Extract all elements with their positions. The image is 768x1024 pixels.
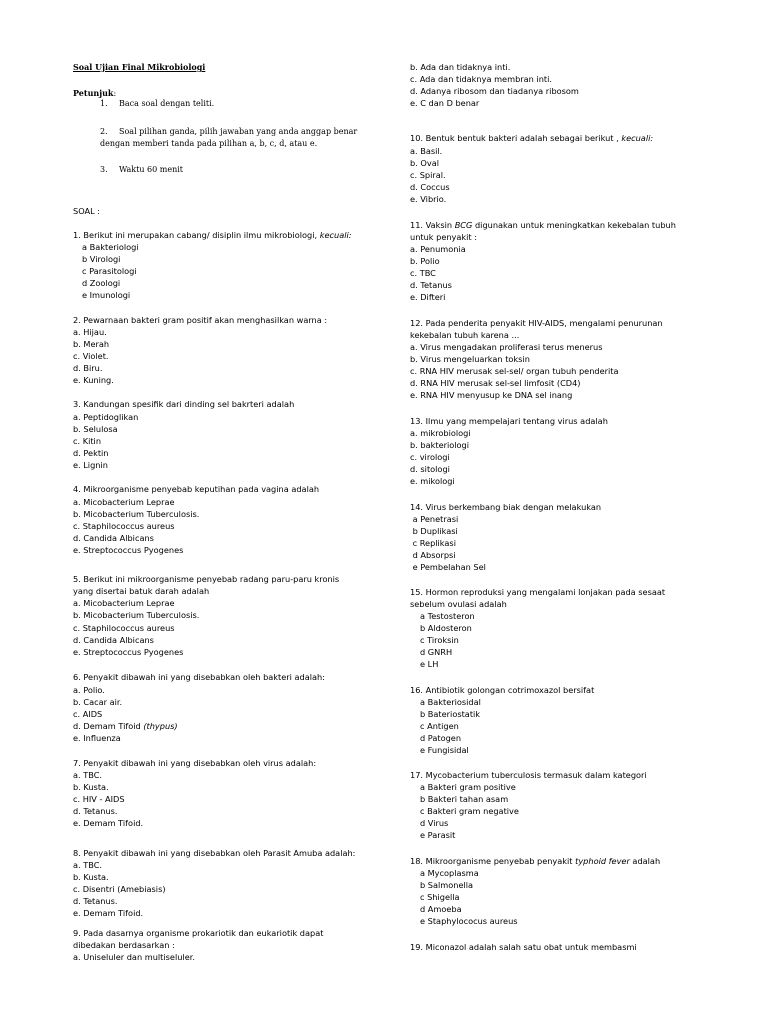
option-item: c Antigen bbox=[420, 721, 459, 731]
option-text: a. Micobacterium Leprae bbox=[73, 497, 175, 507]
question-text: 10. Bentuk bentuk bakteri adalah sebagai berikut , bbox=[410, 133, 622, 143]
option-text: b. Selulosa bbox=[73, 424, 118, 434]
instructions-colon: : bbox=[113, 89, 117, 98]
option-item: a Mycoplasma bbox=[420, 868, 479, 878]
question-9-text-line2: dibedakan berdasarkan : bbox=[73, 940, 175, 950]
option-item bbox=[73, 423, 118, 435]
instruction-1-number: 1. bbox=[100, 99, 108, 108]
question-13-text bbox=[410, 415, 608, 427]
option-text: a. Hijau. bbox=[73, 327, 107, 337]
option-text: b. Merah bbox=[73, 339, 110, 349]
page-title: Soal Ujian Final Mikrobiologi bbox=[73, 62, 206, 72]
option-item bbox=[82, 277, 120, 289]
option-item: d Amoeba bbox=[420, 904, 462, 914]
question-text: 5. Berikut ini mikroorganisme penyebab radang paru-paru kronis bbox=[73, 574, 340, 584]
instruction-1-text: Baca soal dengan teliti. bbox=[119, 99, 215, 108]
option-item: b. Oval bbox=[410, 158, 439, 168]
question-11-text bbox=[410, 219, 676, 231]
option-item: a Testosteron bbox=[420, 611, 475, 621]
question-text: 1. Berikut ini merupakan cabang/ disiplin ilmu mikrobiologi, bbox=[73, 230, 320, 240]
option-item: d. Tetanus bbox=[410, 280, 452, 290]
option-item: a Bakteri gram positive bbox=[420, 782, 516, 792]
option-item: d. sitologi bbox=[410, 464, 450, 474]
option-text: a. TBC. bbox=[73, 860, 103, 870]
option-item: c. virologi bbox=[410, 452, 450, 462]
option-item bbox=[82, 241, 139, 253]
option-text: c. Disentri (Amebiasis) bbox=[73, 884, 166, 894]
option-text: c. AIDS bbox=[73, 709, 103, 719]
instructions-label: Petunjuk bbox=[73, 88, 114, 98]
option-text: d. Biru. bbox=[73, 363, 103, 373]
question-text: 19. Miconazol adalah salah satu obat untuk membasmi bbox=[410, 942, 637, 952]
question-4-text bbox=[73, 483, 319, 495]
option-item: e Staphylococus aureus bbox=[420, 916, 518, 926]
option-item bbox=[73, 609, 199, 621]
question-text: 8. Penyakit dibawah ini yang disebabkan oleh Parasit Amuba adalah: bbox=[73, 848, 356, 858]
option-item bbox=[73, 326, 107, 338]
option-text: a. Uniseluler dan multiseluler. bbox=[73, 952, 195, 962]
soal-label: SOAL : bbox=[73, 206, 101, 216]
option-item: c Replikasi bbox=[410, 538, 456, 548]
option-text: d. Pektin bbox=[73, 448, 109, 458]
option-item bbox=[73, 362, 102, 374]
option-text: a. Peptidoglikan bbox=[73, 412, 139, 422]
option-text: c. Staphilococcus aureus bbox=[73, 623, 175, 633]
option-item bbox=[73, 597, 175, 609]
question-text: 12. Pada penderita penyakit HIV-AIDS, mengalami penurunan bbox=[410, 318, 663, 328]
option-text: e. Streptococcus Pyogenes bbox=[73, 647, 184, 657]
option-item: c Bakteri gram negative bbox=[420, 806, 519, 816]
option-item: c Shigella bbox=[420, 892, 460, 902]
question-emphasis: typhoid fever bbox=[575, 856, 630, 866]
option-item: a. Penumonia bbox=[410, 244, 466, 254]
option-text: a. Micobacterium Leprae bbox=[73, 598, 175, 608]
option-item bbox=[73, 646, 183, 658]
question-9-text bbox=[73, 927, 323, 939]
option-item: a. Basil. bbox=[410, 146, 443, 156]
question-text: 2. Pewarnaan bakteri gram positif akan menghasilkan warna : bbox=[73, 315, 328, 325]
option-text: c. Violet. bbox=[73, 351, 109, 361]
option-item: e. RNA HIV menyusup ke DNA sel inang bbox=[410, 390, 573, 400]
option-item bbox=[82, 289, 130, 301]
option-item: b Salmonella bbox=[420, 880, 474, 890]
option-item bbox=[73, 696, 122, 708]
question-17-text bbox=[410, 769, 647, 781]
question-text: 18. Mikroorganisme penyebab penyakit bbox=[410, 856, 576, 866]
option-item bbox=[73, 459, 108, 471]
option-item: a. Virus mengadakan proliferasi terus menerus bbox=[410, 342, 603, 352]
option-item: e Parasit bbox=[420, 830, 456, 840]
option-item bbox=[73, 871, 109, 883]
question-14-text bbox=[410, 501, 601, 513]
option-item: b. Polio bbox=[410, 256, 440, 266]
option-text: e. Streptococcus Pyogenes bbox=[73, 545, 184, 555]
question-text: 9. Pada dasarnya organisme prokariotik dan eukariotik dapat bbox=[73, 928, 324, 938]
option-item bbox=[73, 622, 175, 634]
instruction-3-text: Waktu 60 menit bbox=[119, 165, 184, 174]
option-text: d. Candida Albicans bbox=[73, 533, 154, 543]
option-item bbox=[73, 338, 109, 350]
option-text: c. Staphilococcus aureus bbox=[73, 521, 175, 531]
option-text: b. Cacar air. bbox=[73, 697, 123, 707]
option-item bbox=[73, 817, 143, 829]
option-item bbox=[73, 805, 118, 817]
option-item bbox=[73, 769, 102, 781]
question-5-text-line2: yang disertai batuk darah adalah bbox=[73, 586, 210, 596]
option-item: e. Difteri bbox=[410, 292, 446, 302]
question-text: 13. Ilmu yang mempelajari tentang virus adalah bbox=[410, 416, 608, 426]
option-text: c Parasitologi bbox=[82, 266, 137, 276]
option-text: e Imunologi bbox=[82, 290, 131, 300]
option-item bbox=[73, 708, 102, 720]
question-8-text bbox=[73, 847, 355, 859]
option-item: a. mikrobiologi bbox=[410, 428, 471, 438]
option-item: d GNRH bbox=[420, 647, 453, 657]
option-text: b Virologi bbox=[82, 254, 121, 264]
option-text: d. Demam Tifoid bbox=[73, 721, 144, 731]
option-item bbox=[73, 907, 143, 919]
option-item bbox=[73, 895, 118, 907]
option-item bbox=[73, 532, 154, 544]
option-text: e. Lignin bbox=[73, 460, 108, 470]
option-item: b Bakteri tahan asam bbox=[420, 794, 509, 804]
option-item: e. mikologi bbox=[410, 476, 455, 486]
option-item: d. RNA HIV merusak sel-sel limfosit (CD4) bbox=[410, 378, 581, 388]
option-item: c. RNA HIV merusak sel-sel/ organ tubuh penderita bbox=[410, 366, 619, 376]
option-item bbox=[73, 411, 138, 423]
option-text: c. Kitin bbox=[73, 436, 102, 446]
instruction-2-text-line2: dengan memberi tanda pada pilihan a, b, c, d, atau e. bbox=[100, 139, 318, 148]
instruction-3-number: 3. bbox=[100, 165, 108, 174]
option-item: d Patogen bbox=[420, 733, 462, 743]
option-text: b. Kusta. bbox=[73, 872, 109, 882]
option-item: a Bakteriosidal bbox=[420, 697, 481, 707]
option-item bbox=[73, 350, 109, 362]
option-item bbox=[73, 684, 105, 696]
option-item bbox=[73, 634, 154, 646]
question-text: 4. Mikroorganisme penyebab keputihan pada vagina adalah bbox=[73, 484, 320, 494]
option-item bbox=[73, 781, 109, 793]
option-item: b Bateriostatik bbox=[420, 709, 481, 719]
option-item bbox=[73, 435, 101, 447]
question-15-text bbox=[410, 586, 665, 598]
option-item: c. Spiral. bbox=[410, 170, 446, 180]
option-item bbox=[73, 883, 166, 895]
question-text-after: digunakan untuk meningkatkan kekebalan tubuh bbox=[472, 220, 676, 230]
question-text: 17. Mycobacterium tuberculosis termasuk dalam kategori bbox=[410, 770, 647, 780]
question-12-text-line2: kekebalan tubuh karena ... bbox=[410, 330, 520, 340]
option-item bbox=[82, 265, 137, 277]
option-text: a Bakteriologi bbox=[82, 242, 139, 252]
question-16-text bbox=[410, 684, 594, 696]
option-item: a Penetrasi bbox=[410, 514, 459, 524]
question-text: 11. Vaksin bbox=[410, 220, 455, 230]
question-emphasis: kecuali: bbox=[621, 133, 654, 143]
option-item bbox=[73, 447, 109, 459]
option-item bbox=[73, 496, 175, 508]
option-item: d Virus bbox=[420, 818, 449, 828]
question-1-text bbox=[73, 229, 352, 241]
question-text: 3. Kandungan spesifik dari dinding sel bakrteri adalah bbox=[73, 399, 295, 409]
option-item bbox=[73, 374, 114, 386]
question-text: 7. Penyakit dibawah ini yang disebabkan oleh virus adalah: bbox=[73, 758, 317, 768]
question-12-text bbox=[410, 317, 663, 329]
option-item bbox=[73, 951, 195, 963]
option-item bbox=[73, 793, 125, 805]
option-text: d. Tetanus. bbox=[73, 896, 118, 906]
option-emphasis: (thypus) bbox=[143, 721, 178, 731]
question-emphasis: kecuali: bbox=[319, 230, 352, 240]
question-11-text-line2: untuk penyakit : bbox=[410, 232, 477, 242]
option-item bbox=[73, 732, 121, 744]
option-item: e. Vibrio. bbox=[410, 194, 447, 204]
instruction-2-number: 2. bbox=[100, 127, 108, 136]
instructions-heading bbox=[73, 87, 116, 100]
question-18-text bbox=[410, 855, 660, 867]
option-text: a. Polio. bbox=[73, 685, 105, 695]
option-text: a. TBC. bbox=[73, 770, 103, 780]
option-text: e. Kuning. bbox=[73, 375, 114, 385]
option-item: e. C dan D benar bbox=[410, 98, 480, 108]
option-item bbox=[73, 544, 183, 556]
option-text: c. HIV - AIDS bbox=[73, 794, 125, 804]
question-5-text bbox=[73, 573, 339, 585]
option-item: d Absorpsi bbox=[410, 550, 456, 560]
option-item bbox=[73, 720, 178, 732]
question-6-text bbox=[73, 671, 325, 683]
option-item: b. Ada dan tidaknya inti. bbox=[410, 62, 511, 72]
option-item: b Aldosteron bbox=[420, 623, 472, 633]
option-text: b. Micobacterium Tuberculosis. bbox=[73, 509, 200, 519]
option-text: e. Influenza bbox=[73, 733, 121, 743]
option-text: d. Tetanus. bbox=[73, 806, 118, 816]
option-item: e Fungisidal bbox=[420, 745, 469, 755]
option-item bbox=[73, 508, 199, 520]
option-item bbox=[73, 520, 175, 532]
option-item: b Duplikasi bbox=[410, 526, 458, 536]
question-text: 16. Antibiotik golongan cotrimoxazol bersifat bbox=[410, 685, 595, 695]
option-text: e. Demam Tifoid. bbox=[73, 908, 144, 918]
option-item: d. Adanya ribosom dan tiadanya ribosom bbox=[410, 86, 579, 96]
question-10-text bbox=[410, 132, 653, 144]
question-2-text bbox=[73, 314, 327, 326]
option-text: e. Demam Tifoid. bbox=[73, 818, 144, 828]
question-text-after: adalah bbox=[629, 856, 661, 866]
option-item: c. Ada dan tidaknya membran inti. bbox=[410, 74, 552, 84]
question-text: 15. Hormon reproduksi yang mengalami lonjakan pada sesaat bbox=[410, 587, 666, 597]
option-item: b. Virus mengeluarkan toksin bbox=[410, 354, 530, 364]
option-item: c. TBC bbox=[410, 268, 436, 278]
option-item: b. bakteriologi bbox=[410, 440, 470, 450]
question-emphasis: BCG bbox=[454, 220, 473, 230]
option-item: c Tiroksin bbox=[420, 635, 459, 645]
option-text: d Zoologi bbox=[82, 278, 121, 288]
instruction-2-text: Soal pilihan ganda, pilih jawaban yang anda anggap benar bbox=[119, 127, 358, 136]
option-item: d. Coccus bbox=[410, 182, 450, 192]
question-19-text bbox=[410, 941, 637, 953]
option-text: d. Candida Albicans bbox=[73, 635, 154, 645]
question-text: 6. Penyakit dibawah ini yang disebabkan oleh bakteri adalah: bbox=[73, 672, 325, 682]
question-7-text bbox=[73, 757, 316, 769]
option-text: b. Micobacterium Tuberculosis. bbox=[73, 610, 200, 620]
question-3-text bbox=[73, 398, 294, 410]
option-item bbox=[82, 253, 120, 265]
option-text: b. Kusta. bbox=[73, 782, 109, 792]
option-item: e LH bbox=[420, 659, 439, 669]
option-item bbox=[73, 859, 102, 871]
question-text: 14. Virus berkembang biak dengan melakukan bbox=[410, 502, 602, 512]
option-item: e Pembelahan Sel bbox=[410, 562, 486, 572]
question-15-text-line2: sebelum ovulasi adalah bbox=[410, 599, 507, 609]
